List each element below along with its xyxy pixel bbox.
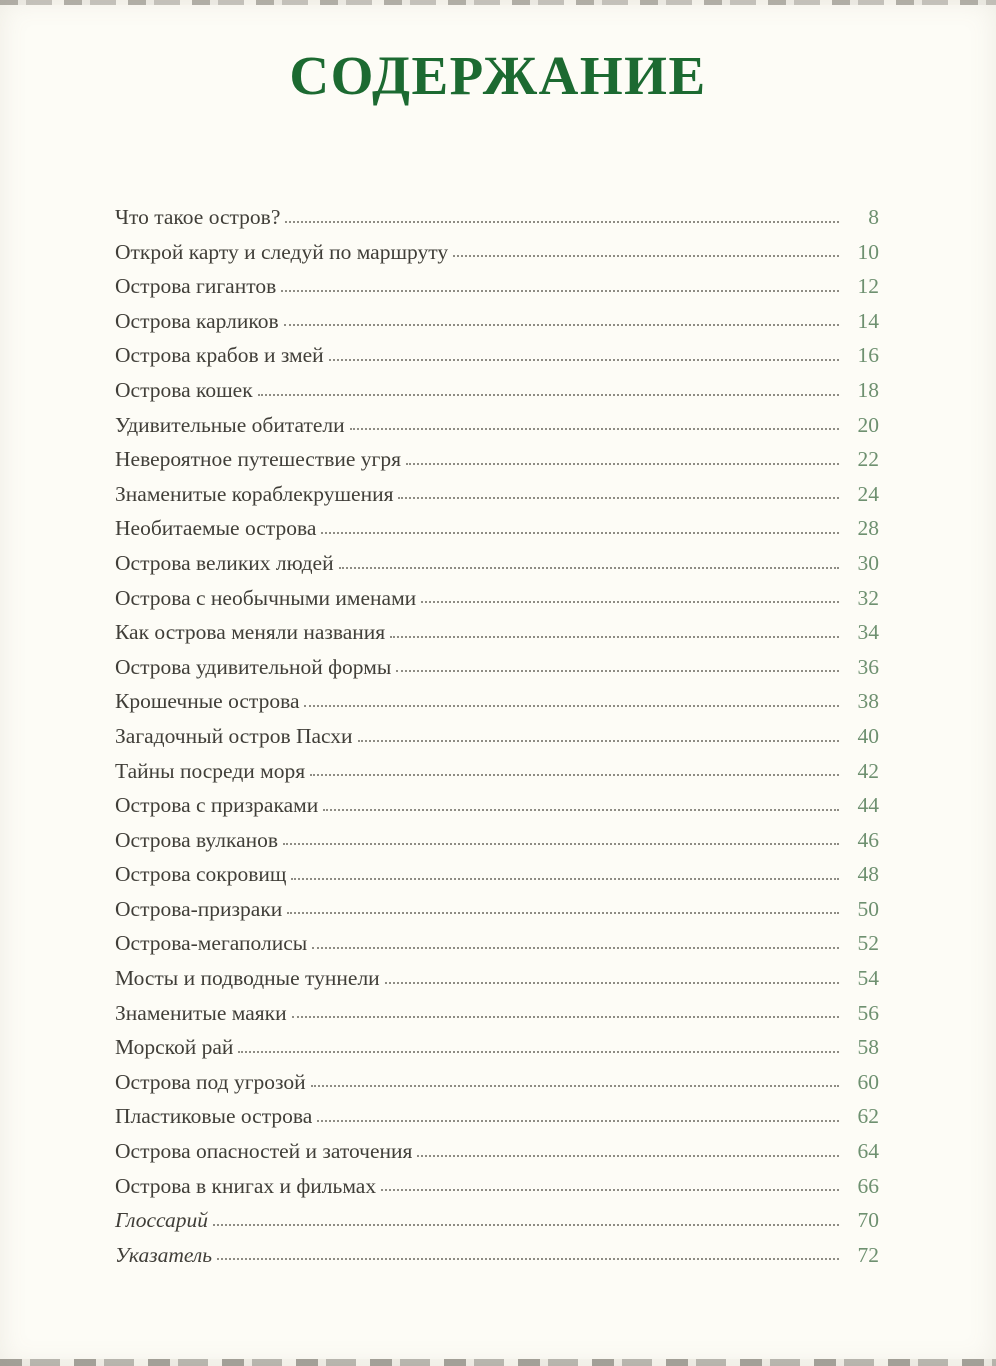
toc-dot-leader <box>291 878 839 880</box>
page-title: СОДЕРЖАНИЕ <box>289 45 707 106</box>
toc-page-number: 20 <box>857 412 879 437</box>
toc-dot-leader <box>238 1051 839 1053</box>
toc-entry-title: Острова под угрозой <box>115 1069 306 1094</box>
toc-page-number: 54 <box>857 966 879 991</box>
toc-entry-title: Пластиковые острова <box>115 1104 313 1129</box>
toc-entry-title: Мосты и подводные туннели <box>115 966 380 991</box>
toc-page-number: 16 <box>857 343 879 368</box>
toc-entry-title: Невероятное путешествие угря <box>115 447 401 472</box>
toc-row <box>115 373 879 408</box>
toc-page-number: 32 <box>857 585 879 610</box>
toc-entry-title: Открой карту и следуй по маршруту <box>115 239 449 264</box>
toc-page-number: 10 <box>857 239 879 264</box>
toc-entry-title: Острова с призраками <box>115 793 319 818</box>
toc-entry-title: Что такое остров? <box>115 205 281 229</box>
toc-dot-leader <box>421 601 839 603</box>
toc-entry-title: Удивительные обитатели <box>115 412 345 437</box>
toc-page-number: 30 <box>857 550 879 575</box>
toc-entry-title: Глоссарий <box>115 1208 209 1233</box>
toc-page-number: 18 <box>857 377 879 402</box>
toc-row <box>115 650 879 685</box>
toc-row <box>115 408 879 443</box>
toc-entry-title: Острова-мегаполисы <box>115 931 308 956</box>
toc-dot-leader <box>417 1155 839 1157</box>
toc-page-number: 12 <box>857 274 879 299</box>
toc-page-number: 60 <box>857 1069 879 1094</box>
toc-page-number: 44 <box>857 793 879 818</box>
toc-row <box>115 1030 879 1065</box>
toc-dot-leader <box>281 290 839 292</box>
toc-row <box>115 511 879 546</box>
toc-row <box>115 477 879 512</box>
toc-dot-leader <box>453 255 839 257</box>
toc-dot-leader <box>323 809 839 811</box>
toc-row <box>115 304 879 339</box>
toc-dot-leader <box>304 705 839 707</box>
toc-row <box>115 996 879 1031</box>
toc-row <box>115 892 879 927</box>
toc-page-number: 22 <box>857 447 879 472</box>
toc-list <box>115 200 879 1272</box>
toc-row <box>115 581 879 616</box>
toc-dot-leader <box>287 912 839 914</box>
toc-page-number: 58 <box>857 1035 879 1060</box>
toc-row <box>115 1169 879 1204</box>
toc-dot-leader <box>350 428 839 430</box>
toc-dot-leader <box>381 1189 839 1191</box>
toc-entry-title: Острова с необычными именами <box>115 585 417 610</box>
toc-row <box>115 1065 879 1100</box>
toc-page-number: 28 <box>857 516 879 541</box>
toc-dot-leader <box>310 774 839 776</box>
toc-row <box>115 338 879 373</box>
toc-dot-leader <box>285 221 839 223</box>
toc-dot-leader <box>217 1258 839 1260</box>
toc-row <box>115 823 879 858</box>
toc-row <box>115 235 879 270</box>
toc-page-number: 8 <box>868 205 879 229</box>
toc-dot-leader <box>317 1120 839 1122</box>
toc-page-number: 64 <box>857 1139 879 1164</box>
toc-row <box>115 926 879 961</box>
toc-dot-leader <box>311 1085 839 1087</box>
toc-page-number: 70 <box>857 1208 879 1233</box>
toc-entry-title: Тайны посреди моря <box>115 758 306 783</box>
toc-entry-title: Указатель <box>115 1242 213 1267</box>
toc-entry-title: Острова кошек <box>115 377 253 402</box>
toc-entry-title: Морской рай <box>115 1035 234 1060</box>
toc-dot-leader <box>284 324 839 326</box>
toc-dot-leader <box>358 740 839 742</box>
toc-page-number: 72 <box>857 1242 879 1267</box>
toc-row <box>115 1238 879 1273</box>
toc-page-number: 14 <box>857 308 879 333</box>
toc-row <box>115 200 879 235</box>
toc-entry-title: Необитаемые острова <box>115 516 317 541</box>
toc-dot-leader <box>312 947 839 949</box>
toc-dot-leader <box>321 532 839 534</box>
toc-row <box>115 1134 879 1169</box>
toc-page-number: 66 <box>857 1173 879 1198</box>
toc-row <box>115 1203 879 1238</box>
toc-page-number: 50 <box>857 896 879 921</box>
toc-dot-leader <box>398 497 839 499</box>
toc-row <box>115 546 879 581</box>
scan-edge-top <box>0 0 996 5</box>
toc-dot-leader <box>339 567 839 569</box>
toc-page-number: 24 <box>857 481 879 506</box>
toc-page-number: 42 <box>857 758 879 783</box>
toc-page-number: 38 <box>857 689 879 714</box>
toc-entry-title: Острова карликов <box>115 308 279 333</box>
toc-dot-leader <box>396 670 839 672</box>
toc-dot-leader <box>213 1224 839 1226</box>
toc-row <box>115 1099 879 1134</box>
toc-entry-title: Острова-призраки <box>115 896 283 921</box>
toc-page-number: 36 <box>857 654 879 679</box>
toc-dot-leader <box>390 636 839 638</box>
toc-entry-title: Загадочный остров Пасхи <box>115 723 353 748</box>
toc-dot-leader <box>385 982 839 984</box>
toc-row <box>115 269 879 304</box>
toc-entry-title: Острова крабов и змей <box>115 343 324 368</box>
toc-row <box>115 961 879 996</box>
toc-page-number: 62 <box>857 1104 879 1129</box>
toc-entry-title: Острова сокровищ <box>115 862 287 887</box>
toc-dot-leader <box>292 1016 839 1018</box>
toc-dot-leader <box>406 463 839 465</box>
toc-entry-title: Острова великих людей <box>115 550 334 575</box>
toc-page-number: 40 <box>857 723 879 748</box>
toc-page-number: 34 <box>857 620 879 645</box>
toc-entry-title: Как острова меняли названия <box>115 620 386 645</box>
toc-page-number: 48 <box>857 862 879 887</box>
toc-row <box>115 615 879 650</box>
toc-row <box>115 719 879 754</box>
toc-entry-title: Знаменитые кораблекрушения <box>115 481 394 506</box>
toc-page-number: 56 <box>857 1000 879 1025</box>
toc-row <box>115 442 879 477</box>
scan-edge-bottom <box>0 1359 996 1366</box>
toc-row <box>115 684 879 719</box>
toc-entry-title: Острова удивительной формы <box>115 654 392 679</box>
toc-page-number: 46 <box>857 827 879 852</box>
toc-dot-leader <box>283 843 839 845</box>
toc-row <box>115 788 879 823</box>
toc-row <box>115 754 879 789</box>
toc-entry-title: Острова в книгах и фильмах <box>115 1173 377 1198</box>
toc-entry-title: Острова вулканов <box>115 827 279 852</box>
toc-dot-leader <box>258 394 839 396</box>
toc-entry-title: Крошечные острова <box>115 689 300 714</box>
toc-entry-title: Острова гигантов <box>115 274 277 299</box>
toc-dot-leader <box>329 359 839 361</box>
toc-page-number: 52 <box>857 931 879 956</box>
toc-row <box>115 857 879 892</box>
toc-entry-title: Острова опасностей и заточения <box>115 1139 413 1164</box>
toc-entry-title: Знаменитые маяки <box>115 1000 287 1025</box>
